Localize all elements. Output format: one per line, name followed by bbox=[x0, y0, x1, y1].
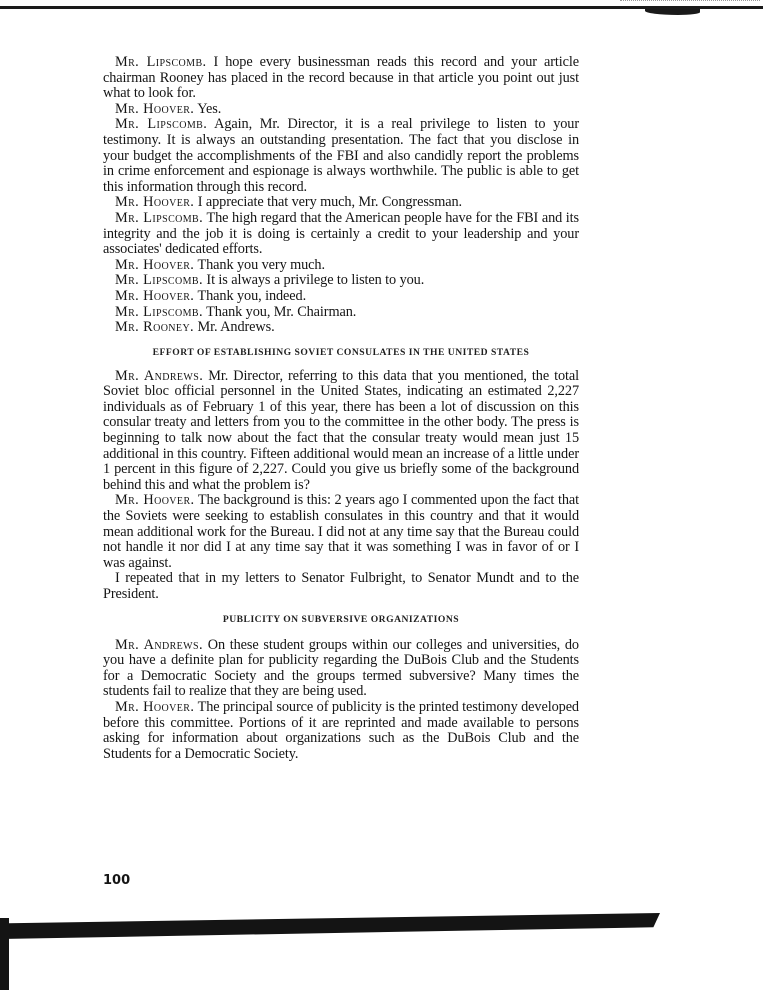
scan-edge-bottom bbox=[0, 913, 660, 939]
speaker-name: Mr. Hoover. bbox=[115, 194, 195, 211]
speaker-name: Mr. Lipscomb. bbox=[115, 54, 207, 70]
speaker-name: Mr. Hoover. bbox=[115, 256, 195, 273]
paragraph bbox=[103, 273, 579, 289]
paragraph bbox=[103, 258, 579, 274]
paragraph bbox=[103, 369, 579, 494]
paragraph-text: Yes. bbox=[194, 100, 222, 117]
section-heading: PUBLICITY ON SUBVERSIVE ORGANIZATIONS bbox=[222, 613, 460, 625]
section-testimony bbox=[103, 55, 579, 336]
paragraph bbox=[103, 638, 579, 700]
paragraph-text: Thank you, indeed. bbox=[194, 287, 307, 304]
paragraph-text: Thank you very much. bbox=[194, 256, 325, 273]
paragraph-text: Mr. Andrews. bbox=[194, 319, 275, 336]
speaker-name: Mr. Hoover. bbox=[115, 698, 195, 715]
paragraph-text: I appreciate that very much, Mr. Congressman. bbox=[194, 194, 463, 211]
paragraph-text: Mr. Director, referring to this data that you mentioned, the total Soviet bloc official personnel in the United States, indicating an estimated 2,227 individuals as of February 1 of this year, there has been a lot of discussion on this consular treaty and letters from you to the committee in the other body. The press is beginning to talk now about the fact that the consular treaty would mean just 15 additional in this country. Fifteen additional would mean an increase of a little under 1 percent in this figure of 2,227. Could you give us briefly some of the background behind this and what the problem is? bbox=[103, 367, 579, 493]
speaker-name: Mr. Hoover. bbox=[115, 287, 195, 304]
speaker-name: Mr. Hoover. bbox=[115, 492, 195, 509]
paragraph bbox=[103, 117, 579, 195]
speaker-name: Mr. Lipscomb. bbox=[115, 116, 208, 133]
speaker-name: Mr. Andrews. bbox=[115, 367, 204, 384]
paragraph bbox=[103, 289, 579, 305]
paragraph bbox=[103, 493, 579, 571]
section-heading: EFFORT OF ESTABLISHING SOVIET CONSULATES IN THE UNITED STATES bbox=[152, 346, 530, 358]
paragraph-text: I hope every businessman reads this record and your article chairman Rooney has placed in the record because in that article you point out just what to look for. bbox=[103, 54, 579, 102]
speaker-name: Mr. Lipscomb. bbox=[115, 209, 204, 226]
scan-edge-left bbox=[0, 918, 9, 990]
paragraph bbox=[103, 211, 579, 258]
paragraph-text: On these student groups within our colleges and universities, do you have a definite plan for publicity regarding the DuBois Club and the Students for a Democratic Society and the groups termed subversive? Many times the students fail to realize that they are being used. bbox=[103, 636, 579, 700]
speaker-name: Mr. Andrews. bbox=[115, 636, 203, 653]
paragraph-text: The high regard that the American people have for the FBI and its integrity and the job it is doing is certainly a credit to your leadership and your associates' dedicated efforts. bbox=[103, 209, 579, 258]
paragraph-text: The background is this: 2 years ago I commented upon the fact that the Soviets were seeking to establish consulates in this country and that it would mean additional work for the Bureau. I did not at any time say that the Bureau could not handle it nor did I at any time say that it was something I was in favor of or I was against. bbox=[103, 492, 579, 571]
speaker-name: Mr. Hoover. bbox=[115, 100, 195, 117]
paragraph bbox=[103, 571, 579, 602]
paragraph bbox=[103, 102, 579, 118]
paragraph-text: Thank you, Mr. Chairman. bbox=[202, 303, 357, 320]
paragraph bbox=[103, 305, 579, 321]
section-publicity bbox=[103, 614, 579, 763]
speaker-name: Mr. Lipscomb. bbox=[115, 272, 203, 289]
paragraph-text: The principal source of publicity is the printed testimony developed before this committee. Portions of it are reprinted and made available to persons asking for information about organizations such as the DuBois Club and the Students for a Democratic Society. bbox=[103, 698, 579, 762]
speaker-name: Mr. Lipscomb. bbox=[115, 303, 203, 320]
scan-edge-top-mark bbox=[645, 8, 700, 15]
paragraph bbox=[103, 320, 579, 336]
paragraph bbox=[103, 195, 579, 211]
section-soviet-consulates bbox=[103, 347, 579, 603]
paragraph-text: Again, Mr. Director, it is a real privilege to listen to your testimony. It is always an outstanding presentation. The fact that you disclose in your budget the accomplishments of the FBI and also candidly report the problems in crime enforcement and espionage is always worthwhile. The public is able to get this information through this record. bbox=[103, 116, 579, 195]
page-number: 100 bbox=[103, 873, 131, 888]
scan-edge-dots bbox=[620, 0, 760, 3]
paragraph bbox=[103, 55, 579, 102]
speaker-name: Mr. Rooney. bbox=[115, 319, 195, 336]
paragraph-text: It is always a privilege to listen to you. bbox=[202, 272, 425, 289]
transcript-page bbox=[103, 55, 579, 762]
paragraph bbox=[103, 700, 579, 762]
paragraph-text: I repeated that in my letters to Senator Fulbright, to Senator Mundt and to the President. bbox=[103, 570, 579, 602]
